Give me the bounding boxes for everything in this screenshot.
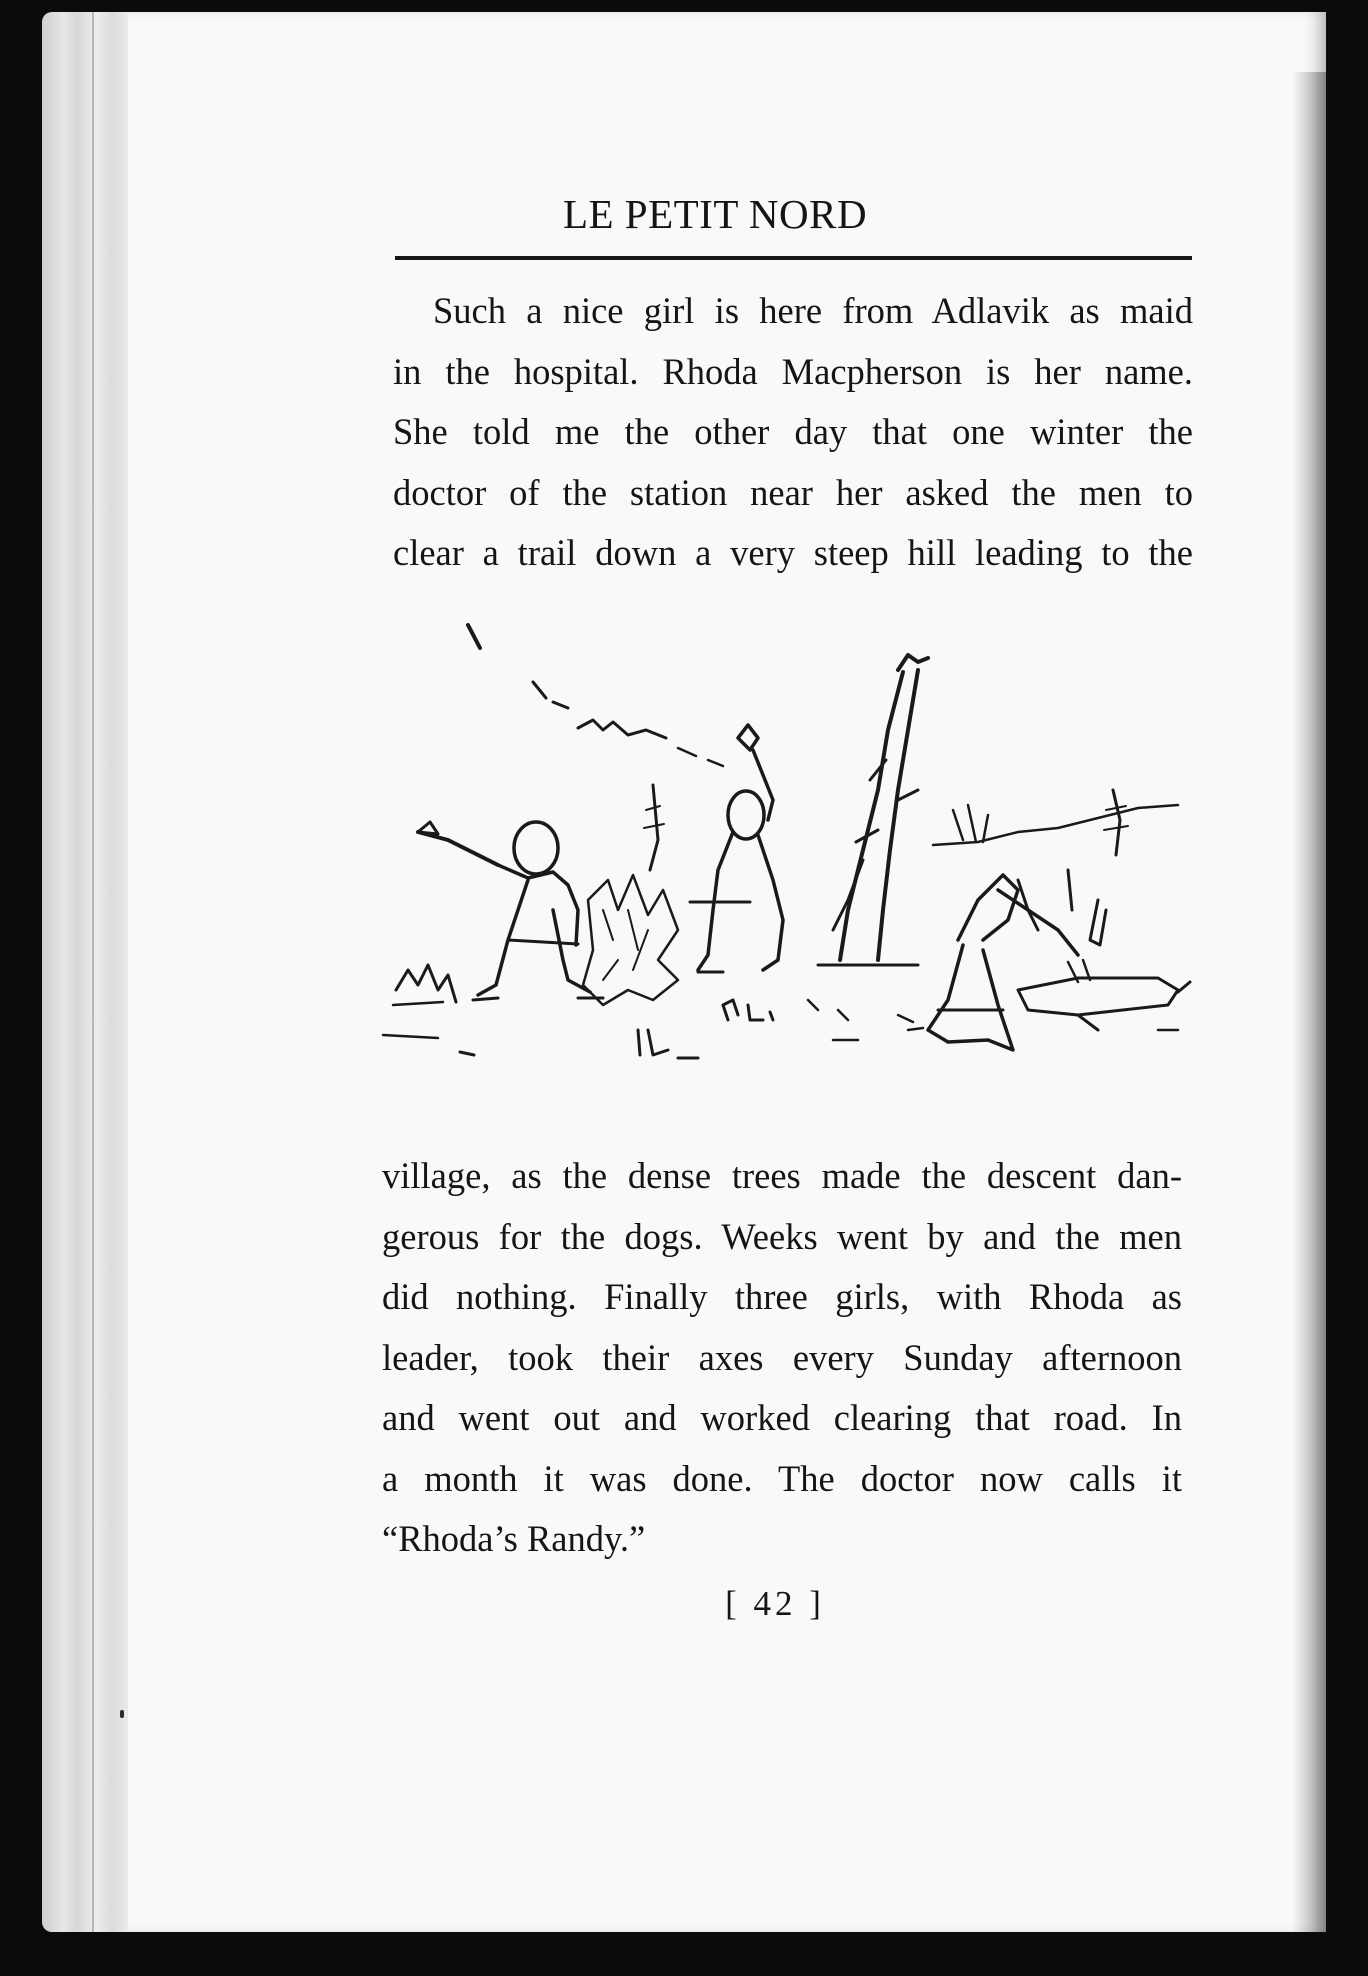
gutter-shadow [1292, 72, 1326, 1932]
woodcutting-illustration [378, 610, 1198, 1110]
text-line: gerous for the dogs. Weeks went by and the men [382, 1215, 1182, 1257]
text-line: “Rhoda’s Randy.” [382, 1518, 646, 1559]
text-line: clear a trail down a very steep hill leading to the [393, 532, 1193, 573]
text-line: in the hospital. Rhoda Macpherson is her name. [393, 350, 1193, 392]
text-line: Such a nice girl is here from Adlavik as maid [433, 290, 1193, 331]
header-rule [395, 256, 1192, 260]
text-line: a month it was done. The doctor now calls it [382, 1457, 1182, 1499]
paragraph-bottom [382, 1146, 1182, 1570]
text-line: She told me the other day that one winter the [393, 411, 1193, 452]
page-number: [ 42 ] [725, 1584, 825, 1623]
running-head: LE PETIT NORD [562, 191, 868, 237]
page-edge-divider [92, 12, 94, 1932]
scan-speck [120, 1710, 124, 1718]
text-line: did nothing. Finally three girls, with Rhoda as [382, 1276, 1182, 1317]
illustration-drawing [378, 610, 1198, 1110]
text-line: leader, took their axes every Sunday afternoon [382, 1336, 1182, 1378]
text-line: village, as the dense trees made the descent dan- [382, 1155, 1182, 1196]
text-line: doctor of the station near her asked the men to [393, 471, 1193, 513]
text-line: and went out and worked clearing that road. In [382, 1397, 1182, 1438]
paragraph-top [393, 281, 1193, 584]
